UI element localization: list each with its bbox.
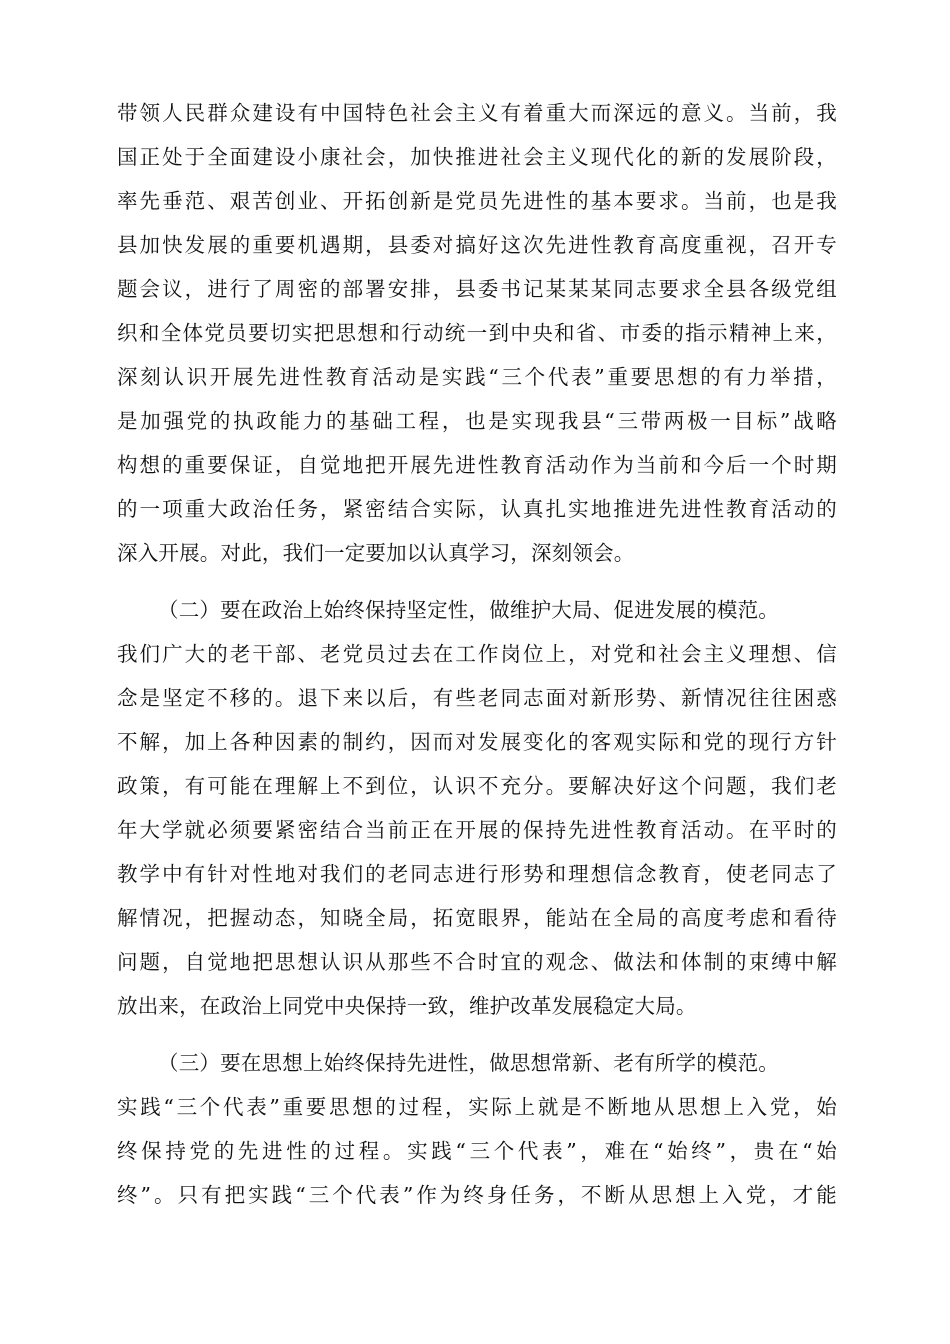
text-line: 率先垂范、艰苦创业、开拓创新是党员先进性的基本要求。当前，也是我	[117, 189, 837, 213]
text-line: 织和全体党员要切实把思想和行动统一到中央和省、市委的指示精神上来，	[117, 321, 837, 345]
text-line: 终”。只有把实践“三个代表”作为终身任务，不断从思想上入党，才能	[117, 1183, 837, 1207]
text-line: 我们广大的老干部、老党员过去在工作岗位上，对党和社会主义理想、信	[117, 642, 837, 666]
paragraph-2	[117, 596, 837, 1036]
text-line: 年大学就必须要紧密结合当前正在开展的保持先进性教育活动。在平时的	[117, 818, 837, 842]
section-heading-line: （二）要在政治上始终保持坚定性，做维护大局、促进发展的模范。	[158, 598, 779, 622]
text-line: 深刻认识开展先进性教育活动是实践“三个代表”重要思想的有力举措，	[117, 365, 837, 389]
text-line: 的一项重大政治任务，紧密结合实际，认真扎实地推进先进性教育活动的	[117, 497, 837, 521]
text-line: 念是坚定不移的。退下来以后，有些老同志面对新形势、新情况往往困惑	[117, 686, 837, 710]
section-heading-line: （三）要在思想上始终保持先进性，做思想常新、老有所学的模范。	[158, 1051, 779, 1075]
text-line: 终保持党的先进性的过程。实践“三个代表”，难在“始终”，贵在“始	[117, 1139, 837, 1163]
text-line: 带领人民群众建设有中国特色社会主义有着重大而深远的意义。当前，我	[117, 101, 837, 125]
text-line: 问题，自觉地把思想认识从那些不合时宜的观念、做法和体制的束缚中解	[117, 950, 837, 974]
paragraph-1	[117, 99, 837, 583]
text-line: 县加快发展的重要机遇期，县委对搞好这次先进性教育高度重视，召开专	[117, 233, 837, 257]
text-line: 是加强党的执政能力的基础工程，也是实现我县“三带两极一目标”战略	[117, 409, 837, 433]
text-line: 深入开展。对此，我们一定要加以认真学习，深刻领会。	[117, 541, 635, 565]
text-line: 教学中有针对性地对我们的老同志进行形势和理想信念教育，使老同志了	[117, 862, 837, 886]
text-line: 政策，有可能在理解上不到位，认识不充分。要解决好这个问题，我们老	[117, 774, 837, 798]
text-line: 国正处于全面建设小康社会，加快推进社会主义现代化的新的发展阶段，	[117, 145, 837, 169]
paragraph-3	[117, 1049, 837, 1225]
text-line: 构想的重要保证，自觉地把开展先进性教育活动作为当前和今后一个时期	[117, 453, 837, 477]
text-line: 放出来，在政治上同党中央保持一致，维护改革发展稳定大局。	[117, 994, 697, 1018]
text-line: 不解，加上各种因素的制约，因而对发展变化的客观实际和党的现行方针	[117, 730, 837, 754]
text-line: 实践“三个代表”重要思想的过程，实际上就是不断地从思想上入党，始	[117, 1095, 837, 1119]
text-line: 题会议，进行了周密的部署安排，县委书记某某某同志要求全县各级党组	[117, 277, 837, 301]
text-line: 解情况，把握动态，知晓全局，拓宽眼界，能站在全局的高度考虑和看待	[117, 906, 837, 930]
